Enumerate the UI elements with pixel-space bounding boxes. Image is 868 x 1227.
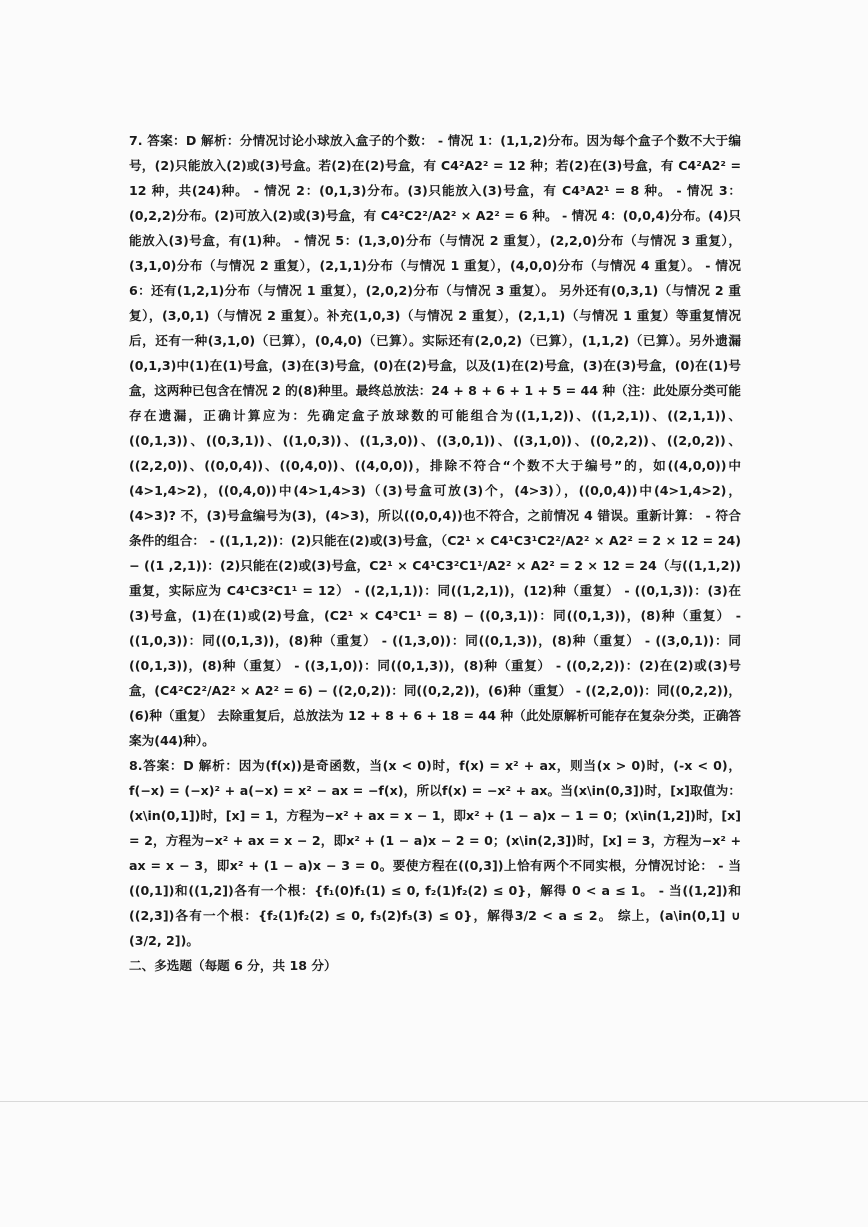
section-heading: 二、多选题（每题 6 分，共 18 分） <box>129 958 337 973</box>
page-divider <box>0 1101 868 1102</box>
answer-paragraph-7: 7. 答案：D 解析：分情况讨论小球放入盒子的个数： - 情况 1：(1,1,2)分布。因为每个盒子个数不大于编号，(2)只能放入(2)或(3)号盒。若(2)在(2)号盒，有 C4²A2² = 12 种；若(2)在(3)号盒，有 C4²A2² = 12 种，共(24)种。 - 情况 2：(0,1,3)分布。(3)只能放入(3)号盒，有 C4³A2¹ = 8 种。 - 情况 3：(0,2,2)分布。(2)可放入(2)或(3)号盒，有 C4²C2²/A2² × A2² = 6 种。 - 情况 4：(0,0,4)分布。(4)只能放入(3)号盒，有(1)种。 - 情况 5：(1,3,0)分布（与情况 2 重复），(2,2,0)分布（与情况 3 重复），(3,1,0)分布（与情况 2 重复），(2,1,1)分布（与情况 1 重复），(4,0,0)分布（与情况 4 重复）。 - 情况 6：还有(1,2,1)分布（与情况 1 重复），(2,0,2)分布（与情况 3 重复）。 另外还有(0,3,1)（与情况 2 重复），(3,0,1)（与情况 2 重复）。补充(1,0,3)（与情况 2 重复），(2,1,1)（与情况 1 重复）等重复情况后，还有一种(3,1,0)（已算），(0,4,0)（已算）。实际还有(2,0,2)（已算），(1,1,2)（已算）。另外遗漏(0,1,3)中(1)在(1)号盒，(3)在(3)号盒，(0)在(2)号盒，以及(1)在(2)号盒，(3)在(3)号盒，(0)在(1)号盒，这两种已包含在情况 2 的(8)种里。最终总放法：24 + 8 + 6 + 1 + 5 = 44 种（注：此处原分类可能存在遗漏，正确计算应为：先确定盒子放球数的可能组合为((1,1,2))、((1,2,1))、((2,1,1))、((0,1,3))、((0,3,1))、((1,0,3))、((1,3,0))、((3,0,1))、((3,1,0))、((0,2,2))、((2,0,2))、((2,2,0))、((0,0,4))、((0,4,0))、((4,0,0))，排除不符合“个数不大于编号”的，如((4,0,0))中(4>1,4>2)，((0,4,0))中(4>1,4>3)（(3)号盒可放(3)个，(4>3)），((0,0,4))中(4>1,4>2)，(4>3)? 不，(3)号盒编号为(3)，(4>3)，所以((0,0,4))也不符合，之前情况 4 错误。重新计算： - 符合条件的组合： - ((1,1,2))：(2)只能在(2)或(3)号盒，（C2¹ × C4¹C3¹C2²/A2² × A2² = 2 × 12 = 24) − ((1 ,2,1))：(2)只能在(2)或(3)号盒，C2¹ × C4¹C3²C1¹/A2² × A2² = 2 × 12 = 24（与((1,1,2))重复，实际应为 C4¹C3²C1¹ = 12） - ((2,1,1))：同((1,2,1))，(12)种（重复） - ((0,1,3))：(3)在(3)号盒，(1)在(1)或(2)号盒，(C2¹ × C4³C1¹ = 8) − ((0,3,1))：同((0,1,3))，(8)种（重复） - ((1,0,3))：同((0,1,3))，(8)种（重复） - ((1,3,0))：同((0,1,3))，(8)种（重复） - ((3,0,1))：同((0,1,3))，(8)种（重复） - ((3,1,0))：同((0,1,3))，(8)种（重复） - ((0,2,2))：(2)在(2)或(3)号盒，(C4²C2²/A2² × A2² = 6) − ((2,0,2))：同((0,2,2))，(6)种（重复） - ((2,2,0))：同((0,2,2))，(6)种（重复） 去除重复后，总放法为 12 + 8 + 6 + 18 = 44 种（此处原解析可能存在复杂分类，正确答案为(44)种）。 <box>129 133 741 748</box>
answer-text <box>129 128 741 978</box>
answer-paragraph-8: 8.答案：D 解析：因为(f(x))是奇函数，当(x < 0)时，f(x) = x² + ax，则当(x > 0)时，(-x < 0)，f(−x) = (−x)² + a(−x) = x² − ax = −f(x)，所以f(x) = −x² + ax。当(x\in(0,3])时，[x]取值为：(x\in(0,1])时，[x] = 1，方程为−x² + ax = x − 1，即x² + (1 − a)x − 1 = 0；(x\in(1,2])时，[x] = 2，方程为−x² + ax = x − 2，即x² + (1 − a)x − 2 = 0；(x\in(2,3])时，[x] = 3，方程为−x² + ax = x − 3，即x² + (1 − a)x − 3 = 0。要使方程在((0,3])上恰有两个不同实根，分情况讨论： - 当((0,1])和((1,2])各有一个根：{f₁(0)f₁(1) ≤ 0, f₂(1)f₂(2) ≤ 0}，解得 0 < a ≤ 1。 - 当((1,2])和((2,3])各有一个根：{f₂(1)f₂(2) ≤ 0, f₃(2)f₃(3) ≤ 0}，解得3/2 < a ≤ 2。 综上，(a\in(0,1] ∪ (3/2, 2])。 <box>129 758 741 948</box>
